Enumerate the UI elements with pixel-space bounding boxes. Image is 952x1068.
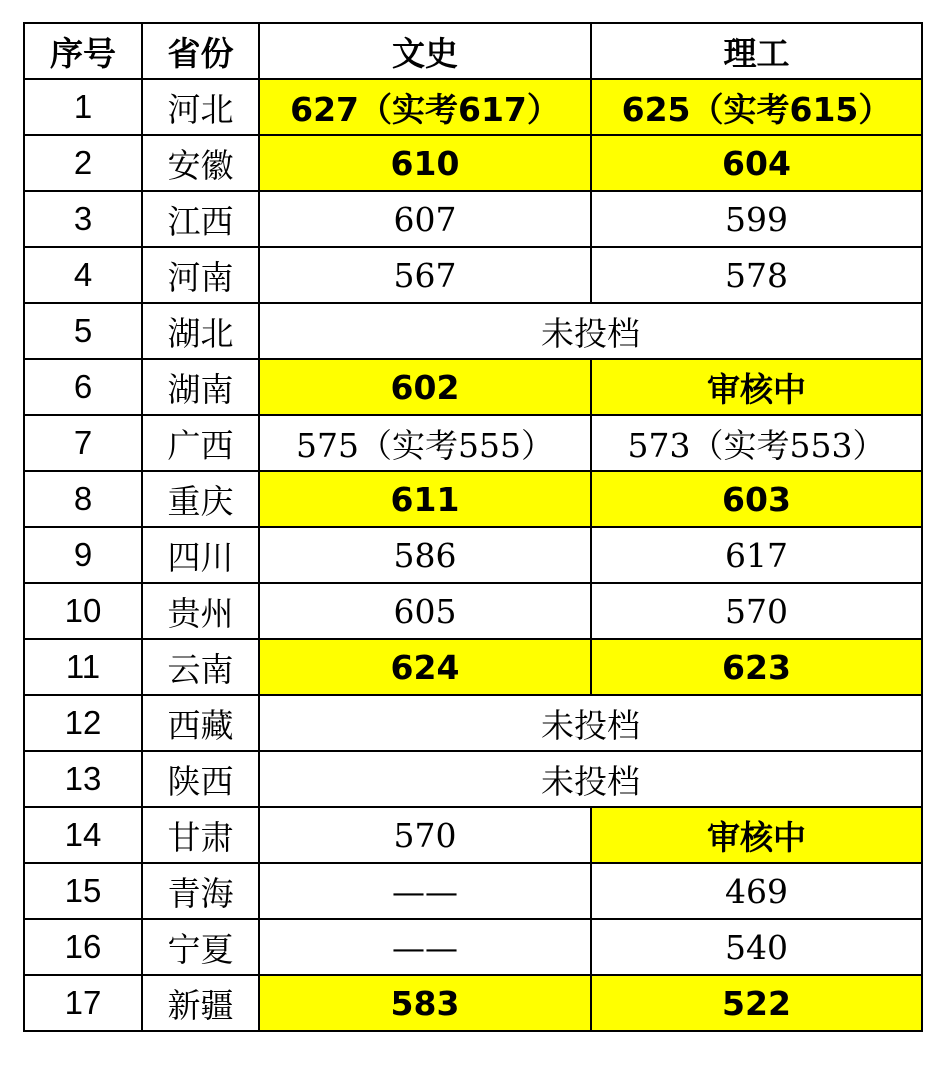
row-science-score: 570 — [591, 583, 922, 639]
row-science-status: 审核中 — [591, 359, 922, 415]
table-row — [24, 919, 922, 975]
row-province: 陕西 — [142, 751, 259, 807]
row-arts-score: 575（实考555） — [259, 415, 591, 471]
row-science-score: 599 — [591, 191, 922, 247]
row-index: 6 — [24, 359, 142, 415]
table-row — [24, 303, 922, 359]
row-province: 河南 — [142, 247, 259, 303]
header-row — [24, 23, 922, 79]
table-row — [24, 527, 922, 583]
row-province: 西藏 — [142, 695, 259, 751]
header-arts: 文史 — [259, 23, 591, 79]
row-status-merged: 未投档 — [259, 303, 922, 359]
row-index: 12 — [24, 695, 142, 751]
row-province: 甘肃 — [142, 807, 259, 863]
row-science-score: 603 — [591, 471, 922, 527]
row-arts-score: 605 — [259, 583, 591, 639]
row-arts-score: 602 — [259, 359, 591, 415]
row-science-score: 604 — [591, 135, 922, 191]
table-row — [24, 975, 922, 1031]
row-index: 5 — [24, 303, 142, 359]
table-row — [24, 471, 922, 527]
row-index: 9 — [24, 527, 142, 583]
row-science-score: 617 — [591, 527, 922, 583]
table-row — [24, 135, 922, 191]
row-science-status: 审核中 — [591, 807, 922, 863]
row-index: 2 — [24, 135, 142, 191]
row-science-score: 623 — [591, 639, 922, 695]
table-row — [24, 247, 922, 303]
table-row — [24, 751, 922, 807]
row-science-score: 625（实考615） — [591, 79, 922, 135]
table-row — [24, 583, 922, 639]
row-status-merged: 未投档 — [259, 751, 922, 807]
row-index: 8 — [24, 471, 142, 527]
row-arts-score: —— — [259, 863, 591, 919]
row-province: 河北 — [142, 79, 259, 135]
row-science-score: 578 — [591, 247, 922, 303]
row-arts-score: 570 — [259, 807, 591, 863]
row-province: 宁夏 — [142, 919, 259, 975]
row-province: 湖北 — [142, 303, 259, 359]
row-index: 14 — [24, 807, 142, 863]
header-province: 省份 — [142, 23, 259, 79]
row-status-merged: 未投档 — [259, 695, 922, 751]
row-science-score: 540 — [591, 919, 922, 975]
table-row — [24, 863, 922, 919]
row-index: 1 — [24, 79, 142, 135]
row-arts-score: 627（实考617） — [259, 79, 591, 135]
table-row — [24, 191, 922, 247]
row-arts-score: 607 — [259, 191, 591, 247]
row-science-score: 522 — [591, 975, 922, 1031]
score-table — [23, 22, 923, 1032]
row-province: 云南 — [142, 639, 259, 695]
row-arts-score: 567 — [259, 247, 591, 303]
row-arts-score: —— — [259, 919, 591, 975]
row-province: 重庆 — [142, 471, 259, 527]
row-index: 17 — [24, 975, 142, 1031]
row-arts-score: 583 — [259, 975, 591, 1031]
row-province: 广西 — [142, 415, 259, 471]
row-index: 15 — [24, 863, 142, 919]
row-index: 4 — [24, 247, 142, 303]
row-arts-score: 611 — [259, 471, 591, 527]
row-province: 江西 — [142, 191, 259, 247]
row-province: 湖南 — [142, 359, 259, 415]
row-province: 青海 — [142, 863, 259, 919]
row-province: 安徽 — [142, 135, 259, 191]
row-science-score: 469 — [591, 863, 922, 919]
header-science: 理工 — [591, 23, 922, 79]
table-row — [24, 79, 922, 135]
row-index: 13 — [24, 751, 142, 807]
row-arts-score: 610 — [259, 135, 591, 191]
row-province: 四川 — [142, 527, 259, 583]
row-index: 3 — [24, 191, 142, 247]
row-index: 11 — [24, 639, 142, 695]
table-row — [24, 695, 922, 751]
row-science-score: 573（实考553） — [591, 415, 922, 471]
table-row — [24, 639, 922, 695]
table-row — [24, 415, 922, 471]
row-arts-score: 586 — [259, 527, 591, 583]
row-province: 新疆 — [142, 975, 259, 1031]
row-province: 贵州 — [142, 583, 259, 639]
row-index: 10 — [24, 583, 142, 639]
table-row — [24, 807, 922, 863]
row-index: 16 — [24, 919, 142, 975]
table-row — [24, 359, 922, 415]
row-arts-score: 624 — [259, 639, 591, 695]
header-index: 序号 — [24, 23, 142, 79]
row-index: 7 — [24, 415, 142, 471]
